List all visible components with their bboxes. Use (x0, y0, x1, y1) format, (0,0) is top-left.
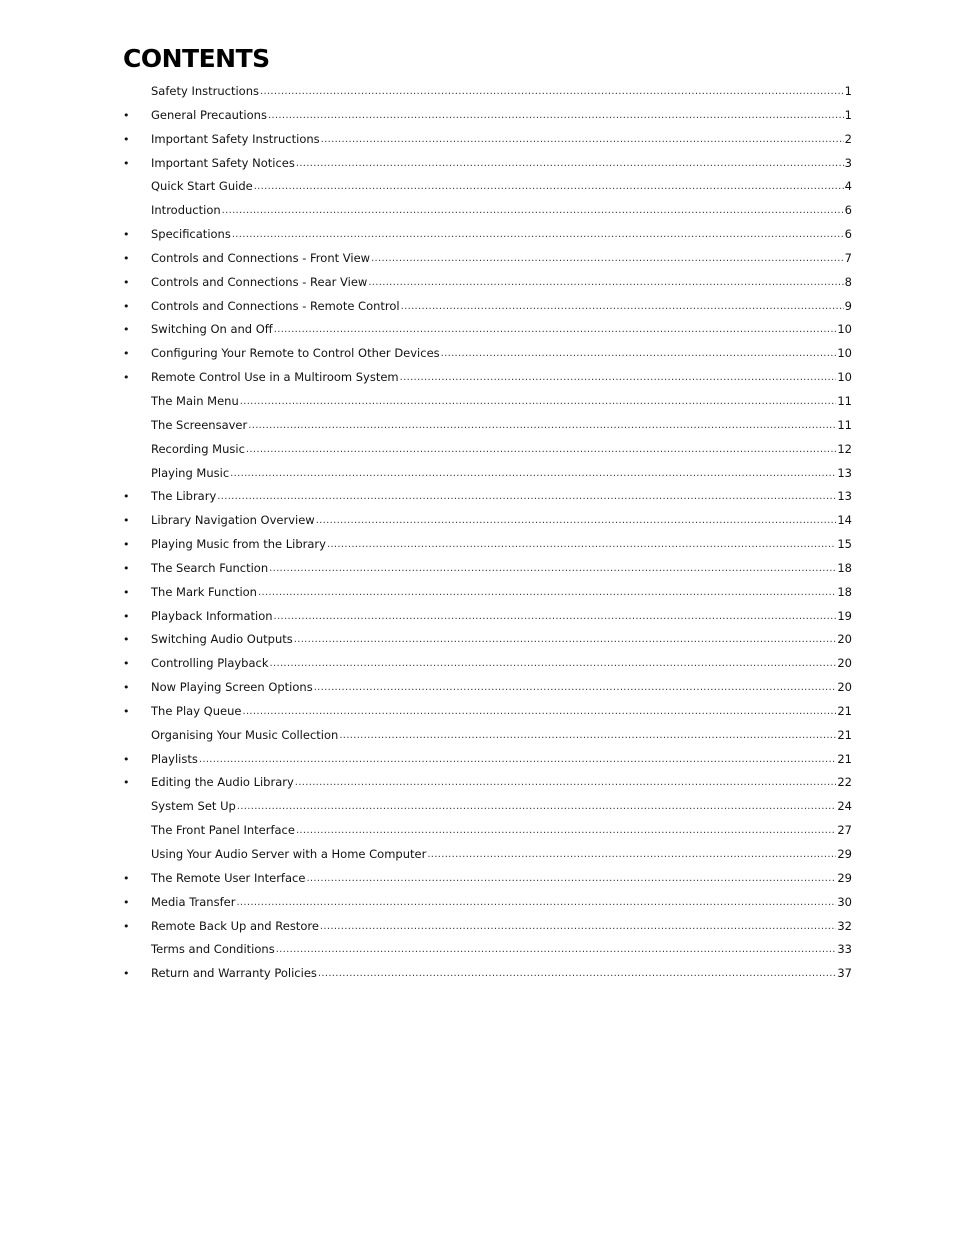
toc-entry (123, 346, 852, 370)
toc-entry (123, 775, 852, 799)
toc-entry (123, 370, 852, 394)
toc-entry-label: Specifications (151, 227, 231, 242)
toc-entry (123, 847, 852, 871)
toc-bullet: • (123, 371, 130, 385)
toc-entry (123, 513, 852, 537)
dot-leader (371, 250, 844, 266)
dot-leader (236, 894, 836, 910)
toc-entry (123, 704, 852, 728)
toc-page-number: 37 (837, 966, 852, 981)
toc-bullet: • (123, 657, 130, 671)
dot-leader (295, 774, 837, 790)
toc-page-number: 3 (844, 155, 852, 170)
dot-leader (296, 155, 844, 171)
dot-leader (248, 417, 836, 433)
toc-entry-label: The Screensaver (151, 417, 248, 432)
toc-entry-label: Recording Music (151, 441, 245, 456)
dot-leader (270, 655, 837, 671)
toc-page-number: 20 (837, 656, 852, 671)
toc-page-number: 10 (837, 370, 852, 385)
toc-bullet: • (123, 609, 130, 623)
toc-bullet: • (123, 514, 130, 528)
toc-entry (123, 179, 852, 203)
toc-entry-label: Remote Back Up and Restore (151, 918, 319, 933)
toc-bullet: • (123, 251, 130, 265)
dot-leader (427, 846, 836, 862)
toc-bullet: • (123, 871, 130, 885)
toc-page-number: 33 (837, 942, 852, 957)
toc-bullet: • (123, 704, 130, 718)
toc-page-number: 14 (837, 513, 852, 528)
toc-page-number: 19 (837, 608, 852, 623)
dot-leader (368, 274, 843, 290)
dot-leader (230, 465, 836, 481)
toc-bullet: • (123, 776, 130, 790)
toc-entry-label: Introduction (151, 203, 221, 218)
toc-entry-label: Switching On and Off (151, 322, 273, 337)
toc-entry-label: Controls and Connections - Front View (151, 250, 371, 265)
toc-page-number: 11 (837, 417, 852, 432)
toc-page-number: 7 (844, 250, 852, 265)
dot-leader (321, 131, 844, 147)
toc-page-number: 18 (837, 560, 852, 575)
dot-leader (400, 369, 837, 385)
toc-entry-label: Configuring Your Remote to Control Other Devices (151, 346, 440, 361)
toc-page-number: 10 (837, 322, 852, 337)
toc-bullet: • (123, 585, 130, 599)
toc-bullet: • (123, 347, 130, 361)
toc-page-number: 12 (837, 441, 852, 456)
toc-page-number: 8 (844, 274, 852, 289)
toc-entry-label: Library Navigation Overview (151, 513, 315, 528)
page-title: CONTENTS (123, 44, 270, 73)
toc-page-number: 1 (844, 84, 852, 98)
toc-page-number: 13 (837, 465, 852, 480)
toc-page-number: 11 (837, 393, 852, 408)
toc-entry (123, 656, 852, 680)
toc-page-number: 6 (844, 227, 852, 242)
toc-entry (123, 132, 852, 156)
dot-leader (268, 107, 844, 123)
toc-entry (123, 466, 852, 490)
toc-bullet: • (123, 108, 130, 122)
toc-entry (123, 322, 852, 346)
toc-page-number: 30 (837, 894, 852, 909)
dot-leader (242, 703, 836, 719)
toc-entry (123, 609, 852, 633)
toc-entry-label: Playback Information (151, 608, 273, 623)
dot-leader (232, 226, 844, 242)
toc-page-number: 6 (844, 203, 852, 218)
toc-page-number: 1 (844, 107, 852, 122)
dot-leader (246, 441, 836, 457)
toc-entry-label: Return and Warranty Policies (151, 966, 317, 981)
toc-page-number: 20 (837, 632, 852, 647)
toc-entry-label: The Mark Function (151, 584, 257, 599)
dot-leader (441, 345, 837, 361)
table-of-contents (123, 84, 852, 990)
toc-entry-label: Playing Music from the Library (151, 537, 326, 552)
dot-leader (274, 321, 837, 337)
toc-bullet: • (123, 132, 130, 146)
toc-page-number: 4 (844, 179, 852, 194)
toc-entry-label: Controls and Connections - Rear View (151, 274, 368, 289)
toc-entry (123, 394, 852, 418)
toc-entry-label: Playlists (151, 751, 198, 766)
toc-bullet: • (123, 156, 130, 170)
dot-leader (274, 608, 837, 624)
toc-bullet: • (123, 967, 130, 981)
toc-entry-label: Editing the Audio Library (151, 775, 294, 790)
toc-bullet: • (123, 275, 130, 289)
toc-entry-label: Remote Control Use in a Multiroom System (151, 370, 399, 385)
toc-entry (123, 156, 852, 180)
toc-entry (123, 895, 852, 919)
dot-leader (240, 393, 837, 409)
toc-bullet: • (123, 633, 130, 647)
toc-entry-label: Quick Start Guide (151, 179, 253, 194)
toc-bullet: • (123, 895, 130, 909)
toc-page-number: 22 (837, 775, 852, 790)
toc-entry (123, 418, 852, 442)
toc-entry (123, 680, 852, 704)
toc-entry (123, 537, 852, 561)
toc-entry (123, 251, 852, 275)
toc-entry-label: Playing Music (151, 465, 230, 480)
dot-leader (237, 798, 837, 814)
toc-entry-label: Using Your Audio Server with a Home Computer (151, 847, 427, 861)
toc-page-number: 29 (837, 847, 852, 861)
toc-entry (123, 752, 852, 776)
toc-entry (123, 799, 852, 823)
toc-entry-label: System Set Up (151, 799, 236, 814)
toc-entry-label: The Front Panel Interface (151, 823, 295, 838)
toc-bullet: • (123, 323, 130, 337)
toc-page-number: 32 (837, 918, 852, 933)
toc-entry (123, 871, 852, 895)
toc-bullet: • (123, 538, 130, 552)
toc-entry-label: The Play Queue (151, 703, 242, 718)
toc-entry (123, 728, 852, 752)
toc-entry (123, 632, 852, 656)
toc-page-number: 29 (837, 870, 852, 885)
toc-bullet: • (123, 561, 130, 575)
toc-bullet: • (123, 681, 130, 695)
document-page (123, 42, 852, 990)
toc-page-number: 10 (837, 346, 852, 361)
dot-leader (401, 298, 844, 314)
toc-entry-label: Switching Audio Outputs (151, 632, 293, 647)
toc-bullet: • (123, 299, 130, 313)
toc-entry-label: Now Playing Screen Options (151, 680, 313, 695)
toc-bullet: • (123, 228, 130, 242)
toc-entry (123, 942, 852, 966)
toc-entry-label: General Precautions (151, 107, 267, 122)
toc-page-number: 18 (837, 584, 852, 599)
dot-leader (258, 584, 836, 600)
toc-entry-label: Organising Your Music Collection (151, 727, 339, 742)
toc-page-number: 13 (837, 489, 852, 504)
dot-leader (199, 751, 836, 767)
dot-leader (222, 202, 844, 218)
toc-entry-label: The Main Menu (151, 393, 239, 408)
toc-entry-label: Controls and Connections - Remote Control (151, 298, 400, 313)
dot-leader (339, 727, 836, 743)
toc-entry (123, 823, 852, 847)
toc-entry-label: The Library (151, 489, 217, 504)
toc-entry (123, 275, 852, 299)
toc-entry (123, 299, 852, 323)
toc-entry (123, 919, 852, 943)
dot-leader (260, 83, 844, 99)
toc-page-number: 24 (837, 799, 852, 814)
dot-leader (217, 488, 836, 504)
toc-entry (123, 561, 852, 585)
toc-page-number: 21 (837, 751, 852, 766)
toc-entry (123, 108, 852, 132)
toc-bullet: • (123, 919, 130, 933)
toc-entry-label: The Remote User Interface (151, 870, 306, 885)
toc-bullet: • (123, 490, 130, 504)
toc-entry (123, 966, 852, 990)
toc-page-number: 15 (837, 537, 852, 552)
dot-leader (316, 512, 837, 528)
dot-leader (320, 918, 836, 934)
toc-entry-label: Important Safety Notices (151, 155, 295, 170)
toc-page-number: 21 (837, 703, 852, 718)
dot-leader (276, 941, 837, 957)
toc-entry-label: Controlling Playback (151, 656, 269, 671)
dot-leader (318, 965, 836, 981)
toc-entry-label: Terms and Conditions (151, 942, 275, 957)
dot-leader (327, 536, 836, 552)
toc-entry (123, 84, 852, 108)
toc-entry (123, 203, 852, 227)
toc-entry (123, 489, 852, 513)
dot-leader (294, 631, 837, 647)
dot-leader (254, 178, 844, 194)
dot-leader (306, 870, 836, 886)
toc-page-number: 2 (844, 131, 852, 146)
dot-leader (269, 560, 836, 576)
toc-entry-label: The Search Function (151, 560, 269, 575)
toc-entry (123, 442, 852, 466)
toc-entry-label: Safety Instructions (151, 84, 259, 98)
toc-entry (123, 585, 852, 609)
toc-page-number: 21 (837, 727, 852, 742)
toc-page-number: 9 (844, 298, 852, 313)
toc-bullet: • (123, 752, 130, 766)
toc-entry-label: Media Transfer (151, 894, 236, 909)
toc-entry-label: Important Safety Instructions (151, 131, 320, 146)
dot-leader (314, 679, 837, 695)
toc-entry (123, 227, 852, 251)
toc-page-number: 20 (837, 680, 852, 695)
toc-page-number: 27 (837, 823, 852, 838)
dot-leader (296, 822, 836, 838)
